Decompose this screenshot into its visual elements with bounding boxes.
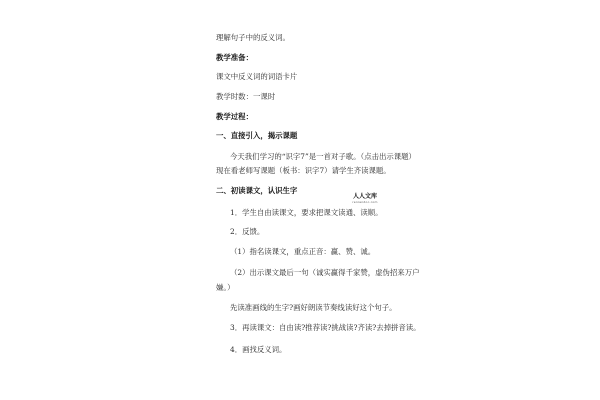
text-line-duration: 教学时数：一课时 bbox=[216, 92, 276, 101]
section-heading-1: 一、直接引入，揭示课题 bbox=[216, 131, 298, 140]
watermark-title: 人人文库 bbox=[352, 193, 377, 200]
text-line-objective: 理解句子中的反义词。 bbox=[216, 33, 290, 42]
paragraph-line: 今天我们学习的“识字7”是一首对子歌。（点击出示课题） bbox=[230, 152, 416, 161]
list-item: （2）出示课文最后一句（诚实赢得千家赞，虚伪招来万户 bbox=[230, 268, 420, 277]
list-item: （1）指名读课文，重点正音：赢、赞、诚。 bbox=[230, 247, 376, 256]
list-item: 4．画找反义词。 bbox=[230, 345, 287, 354]
heading-process: 教学过程： bbox=[216, 112, 253, 121]
paragraph-line: 先读准画线的生字?画好朗读节奏线读好这个句子。 bbox=[230, 303, 397, 312]
heading-preparation: 教学准备： bbox=[216, 53, 253, 62]
list-item: 3．再读课文：自由读?推荐读?挑战读?齐读?去掉拼音读。 bbox=[230, 323, 421, 332]
list-item: 1．学生自由读课文，要求把课文读通、读顺。 bbox=[230, 208, 383, 217]
paragraph-line: 现在看老师写课题（板书：识字7）请学生齐读课题。 bbox=[216, 166, 391, 175]
watermark-logo bbox=[352, 193, 378, 204]
text-line-materials: 课文中反义词的词语卡片 bbox=[216, 72, 298, 81]
list-item: 2．反馈。 bbox=[230, 227, 265, 236]
section-heading-2: 二、初读课文，认识生字 bbox=[216, 186, 298, 195]
list-item-continuation: 嫌。） bbox=[216, 283, 235, 292]
watermark-subtitle: renrendoc.com bbox=[352, 200, 378, 204]
